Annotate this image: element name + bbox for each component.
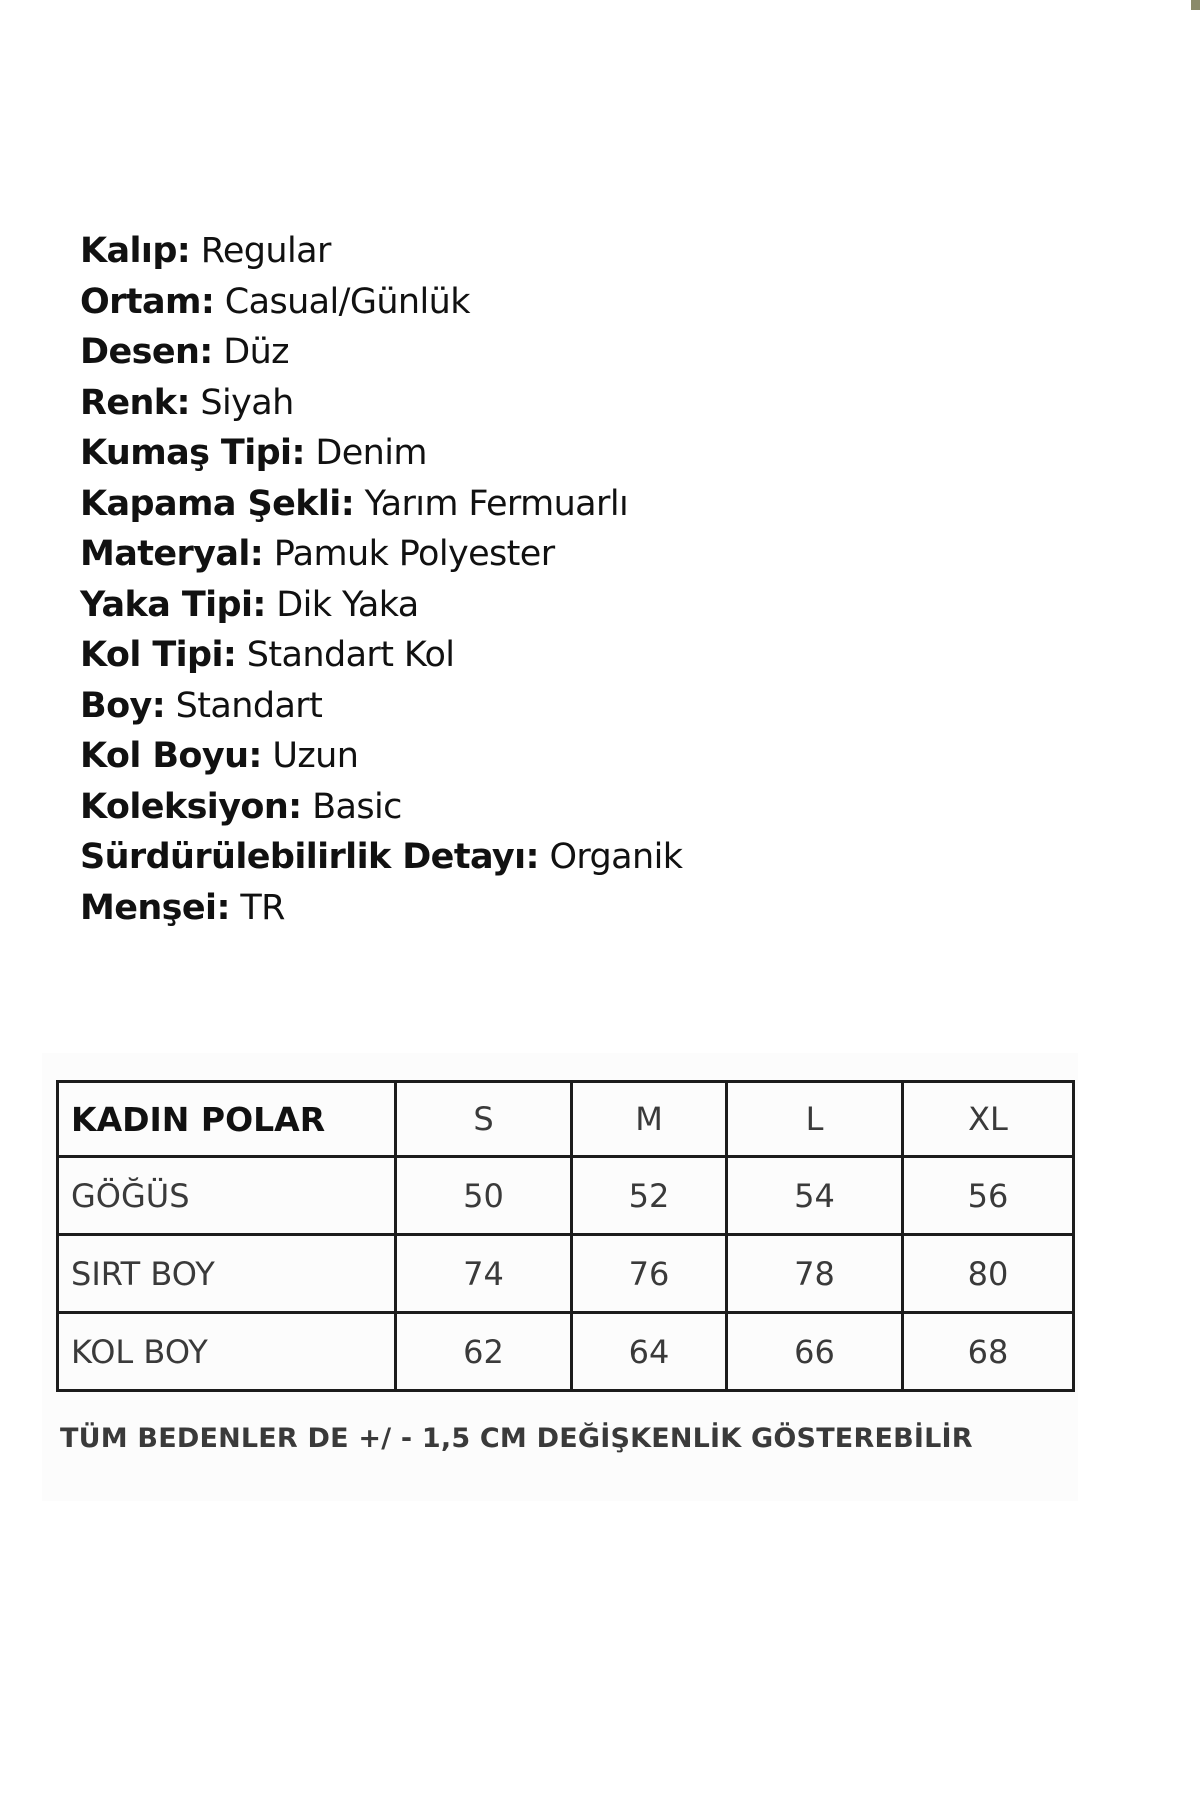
spec-value: Denim bbox=[315, 433, 427, 473]
spec-value: Uzun bbox=[272, 736, 359, 776]
spec-row-desen bbox=[80, 327, 1120, 378]
size-header-row bbox=[58, 1082, 1074, 1157]
spec-label: Koleksiyon: bbox=[80, 786, 302, 827]
measurement-value: 54 bbox=[727, 1157, 903, 1235]
measurement-value: 68 bbox=[903, 1313, 1074, 1391]
measurement-value: 74 bbox=[396, 1235, 572, 1313]
spec-value: Standart bbox=[175, 685, 323, 726]
spec-row-kalip bbox=[80, 226, 1120, 277]
measurement-label: KOL BOY bbox=[58, 1313, 396, 1391]
spec-label: Boy: bbox=[80, 685, 166, 726]
spec-row-yaka-tipi bbox=[80, 580, 1120, 631]
spec-label: Materyal: bbox=[80, 534, 264, 574]
measurement-value: 64 bbox=[572, 1313, 727, 1391]
spec-row-ortam bbox=[80, 277, 1120, 328]
spec-value: Yarım Fermuarlı bbox=[364, 483, 629, 524]
spec-value: Dik Yaka bbox=[276, 584, 419, 625]
spec-label: Menşei: bbox=[80, 887, 230, 928]
size-header-s: S bbox=[396, 1082, 572, 1157]
measurement-value: 56 bbox=[903, 1157, 1074, 1235]
spec-row-kol-boyu bbox=[80, 731, 1120, 782]
measurement-value: 50 bbox=[396, 1157, 572, 1235]
spec-row-mensei bbox=[80, 883, 1120, 934]
measurement-value: 52 bbox=[572, 1157, 727, 1235]
spec-row-kol-tipi bbox=[80, 630, 1120, 681]
spec-label: Renk: bbox=[80, 382, 190, 423]
size-table-title: KADIN POLAR bbox=[58, 1082, 396, 1157]
spec-row-boy bbox=[80, 681, 1120, 732]
spec-value: Regular bbox=[200, 231, 331, 271]
size-header-l: L bbox=[727, 1082, 903, 1157]
spec-value: Standart Kol bbox=[246, 635, 455, 675]
spec-label: Desen: bbox=[80, 332, 213, 372]
spec-label: Kol Tipi: bbox=[80, 635, 237, 675]
spec-label: Kol Boyu: bbox=[80, 736, 262, 776]
spec-value: Siyah bbox=[200, 382, 294, 423]
spec-label: Kalıp: bbox=[80, 231, 191, 271]
spec-row-koleksiyon bbox=[80, 782, 1120, 833]
size-header-m: M bbox=[572, 1082, 727, 1157]
table-row bbox=[58, 1157, 1074, 1235]
spec-value: Basic bbox=[312, 786, 402, 827]
product-specs-list bbox=[80, 226, 1120, 933]
table-row bbox=[58, 1313, 1074, 1391]
measurement-value: 66 bbox=[727, 1313, 903, 1391]
measurement-value: 80 bbox=[903, 1235, 1074, 1313]
size-header-xl: XL bbox=[903, 1082, 1074, 1157]
measurement-value: 62 bbox=[396, 1313, 572, 1391]
spec-row-surdurulebilirlik bbox=[80, 832, 1120, 883]
spec-row-renk bbox=[80, 378, 1120, 429]
size-tolerance-note: TÜM BEDENLER DE +/ - 1,5 CM DEĞİŞKENLİK GÖSTEREBİLİR bbox=[60, 1423, 973, 1454]
size-chart-panel bbox=[42, 1053, 1078, 1501]
size-chart-table bbox=[56, 1080, 1075, 1392]
spec-value: Pamuk Polyester bbox=[273, 534, 555, 574]
measurement-value: 76 bbox=[572, 1235, 727, 1313]
spec-value: Organik bbox=[549, 837, 683, 877]
spec-label: Kapama Şekli: bbox=[80, 483, 355, 524]
spec-label: Yaka Tipi: bbox=[80, 584, 266, 625]
spec-label: Kumaş Tipi: bbox=[80, 433, 305, 473]
table-row bbox=[58, 1235, 1074, 1313]
corner-edge-mark bbox=[1191, 0, 1200, 10]
spec-row-materyal bbox=[80, 529, 1120, 580]
measurement-label: SIRT BOY bbox=[58, 1235, 396, 1313]
measurement-label: GÖĞÜS bbox=[58, 1157, 396, 1235]
spec-row-kumas-tipi bbox=[80, 428, 1120, 479]
spec-label: Sürdürülebilirlik Detayı: bbox=[80, 837, 539, 877]
spec-label: Ortam: bbox=[80, 281, 215, 322]
spec-value: Düz bbox=[223, 332, 289, 372]
spec-value: Casual/Günlük bbox=[224, 281, 470, 322]
spec-value: TR bbox=[240, 887, 285, 928]
measurement-value: 78 bbox=[727, 1235, 903, 1313]
spec-row-kapama-sekli bbox=[80, 479, 1120, 530]
